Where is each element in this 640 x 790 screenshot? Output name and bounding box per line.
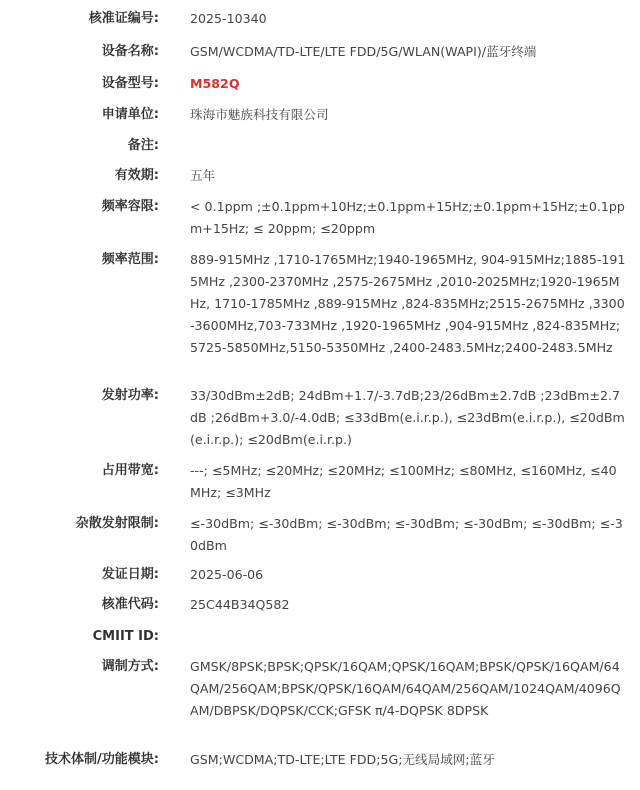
field-value: 五年 — [190, 168, 216, 183]
field-approval-code — [0, 594, 626, 616]
field-occupied-bandwidth — [0, 460, 626, 504]
field-value: 889-915MHz ,1710-1765MHz;1940-1965MHz, 904-915MHz;1885-1915MHz ,2300-2370MHz ,2575-2675MHz ,2010-2025MHz;1920-1965MHz, 1710-1785MHz ,889-915MHz ,824-835MHz;2515-2675MHz ,3300-3600MHz,703-733MHz ,1920-1965MHz ,904-915MHz ,824-835MHz;5725-5850MHz,5150-5350MHz ,2400-2483.5MHz;2400-2483.5MHz — [190, 252, 626, 355]
field-label: 设备型号: — [101, 76, 159, 91]
field-label: 频率容限: — [101, 199, 159, 214]
field-value: < 0.1ppm ;±0.1ppm+10Hz;±0.1ppm+15Hz;±0.1ppm+15Hz;±0.1ppm+15Hz; ≤ 20ppm; ≤20ppm — [190, 199, 625, 236]
field-value: GSM;WCDMA;TD-LTE;LTE FDD;5G;无线局域网;蓝牙 — [190, 752, 495, 767]
field-frequency-tolerance — [0, 196, 626, 240]
field-value: ≤-30dBm; ≤-30dBm; ≤-30dBm; ≤-30dBm; ≤-30dBm; ≤-30dBm; ≤-30dBm — [190, 516, 623, 553]
field-device-name — [0, 41, 626, 63]
field-value-model: M582Q — [190, 76, 240, 91]
field-tech-modules — [0, 749, 626, 771]
field-label: 有效期: — [114, 168, 159, 183]
field-value: 25C44B34Q582 — [190, 597, 290, 612]
field-label: 技术体制/功能模块: — [45, 752, 159, 767]
field-value: 2025-10340 — [190, 11, 267, 26]
field-label: 发射功率: — [101, 388, 159, 403]
field-label: 占用带宽: — [101, 463, 159, 478]
field-cmiit-id — [0, 626, 626, 648]
field-remarks — [0, 135, 626, 157]
field-transmit-power — [0, 385, 626, 451]
field-applicant — [0, 104, 626, 126]
field-issue-date — [0, 564, 626, 586]
field-label: 核准证编号: — [88, 11, 159, 26]
field-label: 调制方式: — [101, 659, 159, 674]
field-label: 申请单位: — [101, 107, 159, 122]
field-frequency-range — [0, 249, 626, 359]
field-value: 珠海市魅族科技有限公司 — [190, 107, 329, 122]
field-label: 核准代码: — [101, 597, 159, 612]
field-device-model — [0, 73, 626, 95]
field-label: CMIIT ID: — [92, 629, 159, 644]
field-spurious-emission — [0, 513, 626, 557]
field-value: GSM/WCDMA/TD-LTE/LTE FDD/5G/WLAN(WAPI)/蓝牙终端 — [190, 44, 537, 59]
field-label: 设备名称: — [101, 44, 159, 59]
field-label: 备注: — [127, 138, 159, 153]
field-approval-number — [0, 8, 626, 30]
field-label: 发证日期: — [101, 567, 159, 582]
field-label: 频率范围: — [101, 252, 159, 267]
field-label: 杂散发射限制: — [75, 516, 159, 531]
field-value: 2025-06-06 — [190, 567, 264, 582]
field-modulation — [0, 656, 626, 722]
field-validity — [0, 165, 626, 187]
field-value: GMSK/8PSK;BPSK;QPSK/16QAM;QPSK/16QAM;BPSK/QPSK/16QAM/64QAM/256QAM;BPSK/QPSK/16QAM/64QAM/256QAM/1024QAM/4096QAM/DBPSK/DQPSK/CCK;GFSK π/4-DQPSK 8DPSK — [190, 659, 621, 718]
field-value: ---; ≤5MHz; ≤20MHz; ≤20MHz; ≤100MHz; ≤80MHz, ≤160MHz, ≤40MHz; ≤3MHz — [190, 463, 617, 500]
field-value: 33/30dBm±2dB; 24dBm+1.7/-3.7dB;23/26dBm±2.7dB ;23dBm±2.7dB ;26dBm+3.0/-4.0dB; ≤33dBm(e.i.r.p.), ≤23dBm(e.i.r.p.), ≤20dBm(e.i.r.p.); ≤20dBm(e.i.r.p.) — [190, 388, 625, 447]
